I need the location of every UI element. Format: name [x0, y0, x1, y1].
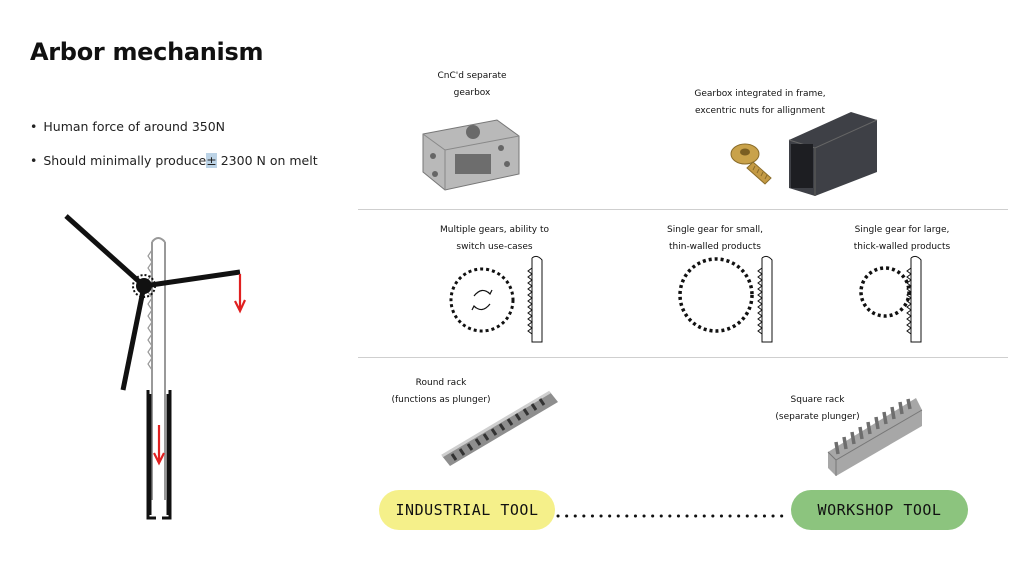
- scale-dotted-line: [556, 513, 792, 519]
- industrial-tool-pill: INDUSTRIAL TOOL: [379, 490, 555, 530]
- large-gear-drawing: [855, 256, 935, 346]
- force-arrow-plunger: [154, 425, 164, 463]
- caption-multiple-gears: Multiple gears, ability to switch use-cases: [440, 225, 549, 252]
- page-title: Arbor mechanism: [30, 38, 264, 66]
- row-divider-1: [358, 209, 1008, 210]
- caption-square-rack: Square rack (separate plunger): [775, 395, 860, 422]
- caption-large-gear: Single gear for large, thick-walled products: [853, 225, 951, 252]
- bullet-text: Should minimally produce: [43, 153, 207, 168]
- square-tube-image: [785, 112, 880, 197]
- bullet-dot: •: [30, 119, 38, 134]
- caption-round-rack: Round rack (functions as plunger): [391, 378, 491, 405]
- caption-integrated-gearbox: Gearbox integrated in frame, excentric nuts for allignment: [694, 89, 826, 116]
- cnc-gearbox-image: [415, 112, 525, 194]
- small-gear-drawing: [676, 256, 776, 346]
- force-arrow-arm: [235, 274, 245, 311]
- bullet-text: Human force of around 350N: [43, 119, 226, 134]
- round-rack-image: [432, 386, 562, 471]
- caption-small-gear: Single gear for small, thin-walled products: [667, 225, 763, 252]
- square-rack-image: [826, 396, 926, 481]
- row-divider-2: [358, 357, 1008, 358]
- bullet-dot: •: [30, 153, 38, 168]
- workshop-tool-pill: WORKSHOP TOOL: [791, 490, 968, 530]
- multiple-gears-drawing: [440, 256, 550, 348]
- bullet-text-tail: 2300 N on melt: [216, 153, 318, 168]
- plus-minus-mark: ±: [206, 153, 217, 168]
- caption-cnc-gearbox: CnC'd separate gearbox: [437, 71, 507, 98]
- excentric-nut-image: [725, 138, 775, 190]
